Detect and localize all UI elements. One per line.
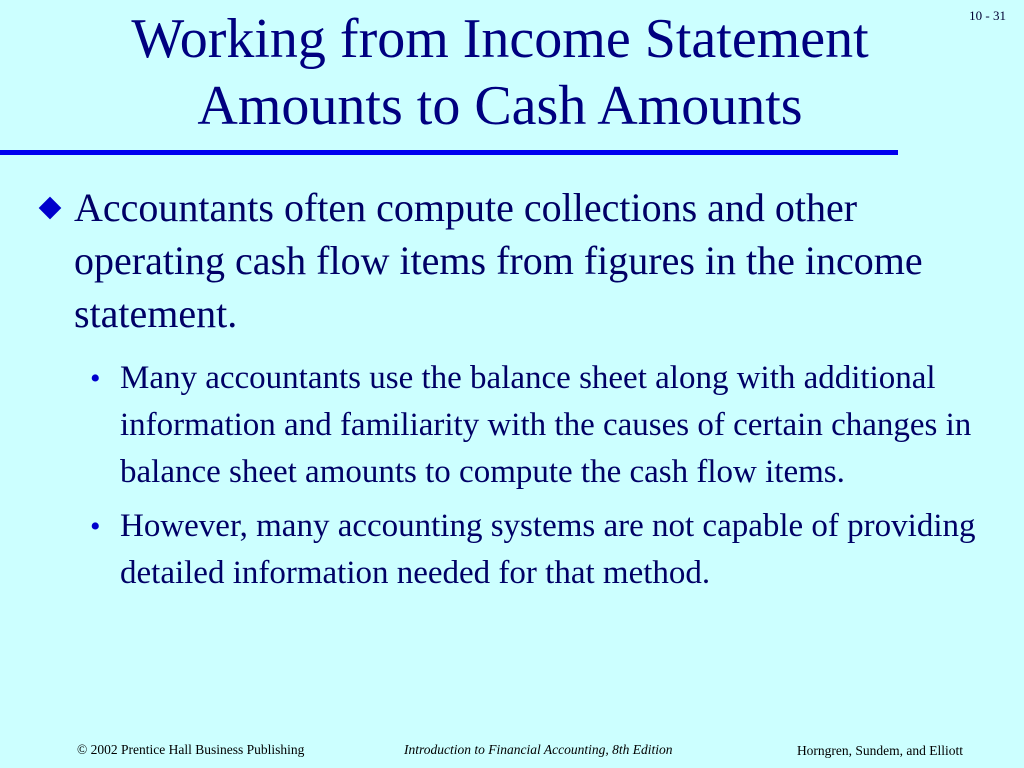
sub-bullet-list [90,355,990,604]
slide-number: 10 - 31 [969,8,1006,23]
footer-book-title: Introduction to Financial Accounting, 8th Edition [404,742,673,757]
footer-copyright: © 2002 Prentice Hall Business Publishing [77,742,305,757]
diamond-bullet-icon [39,197,62,220]
dot-bullet-icon: • [90,362,101,395]
main-bullet [38,181,998,340]
sub-bullet-1 [90,355,990,496]
sub-bullet-text: Many accountants use the balance sheet along with additional information and familiarity with the causes of certain changes in balance sheet amounts to compute the cash flow items. [120,360,972,490]
footer-authors: Horngren, Sundem, and Elliott [796,743,964,758]
sub-bullet-text: However, many accounting systems are not capable of providing detailed information needed for that method. [120,508,976,591]
main-bullet-text: Accountants often compute collections and other operating cash flow items from figures in the income statement. [74,185,923,336]
slide-title [0,6,1000,140]
title-divider [0,150,898,155]
title-line-1: Working from Income Statement [131,8,869,70]
sub-bullet-2 [90,503,990,597]
title-line-2: Amounts to Cash Amounts [197,75,803,137]
slide-footer [0,740,1024,768]
dot-bullet-icon: • [90,510,101,543]
